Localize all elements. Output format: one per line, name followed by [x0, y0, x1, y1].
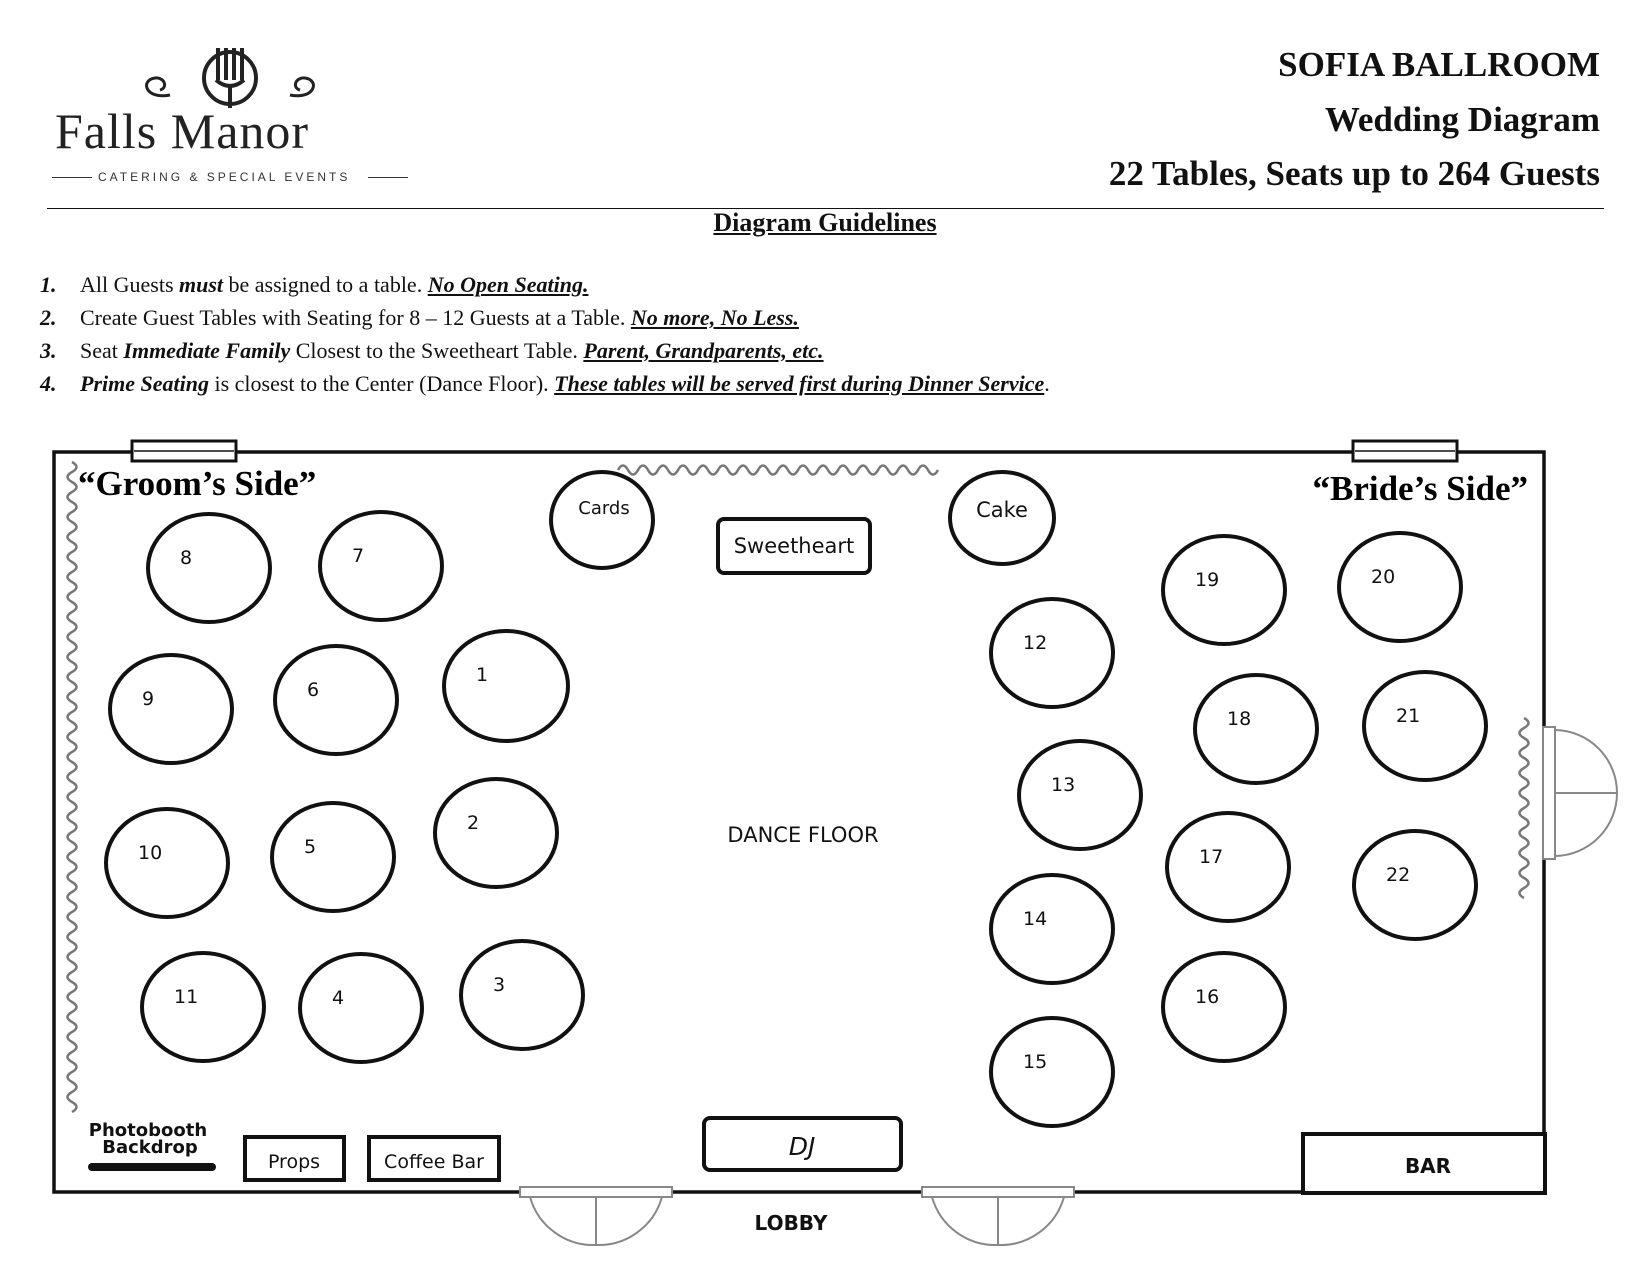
table-circle	[1339, 533, 1461, 641]
table-circle	[991, 599, 1113, 707]
bar	[1303, 1134, 1545, 1193]
guest-table-20	[1339, 533, 1461, 641]
table-circle	[444, 631, 568, 741]
drape-top	[618, 466, 938, 475]
guideline-item: 4. Prime Seating is closest to the Center (Dance Floor). These tables will be served first during Dinner Service.	[40, 371, 1050, 396]
guest-table-10	[106, 809, 228, 917]
table-circle	[110, 655, 232, 763]
venue-name: SOFIA BALLROOM	[1278, 45, 1600, 84]
guest-table-7	[320, 512, 442, 620]
window-top-left	[132, 441, 236, 461]
table-number: 17	[1199, 846, 1224, 868]
cards-table	[551, 472, 653, 568]
lobby-door-right	[922, 1187, 1074, 1245]
table-number: 7	[352, 545, 365, 567]
table-circle	[435, 779, 557, 887]
table-number: 14	[1023, 908, 1048, 930]
guest-table-1	[444, 631, 568, 741]
table-circle	[1354, 831, 1476, 939]
guest-table-8	[148, 514, 270, 622]
guest-table-13	[1019, 741, 1141, 849]
table-number: 4	[332, 987, 345, 1009]
capacity-summary: 22 Tables, Seats up to 264 Guests	[1108, 154, 1600, 193]
drape-left	[68, 462, 77, 1112]
window-top-right	[1353, 441, 1457, 461]
props-table	[245, 1137, 344, 1180]
table-circle	[106, 809, 228, 917]
table-number: 9	[142, 688, 155, 710]
svg-text:Sweetheart: Sweetheart	[733, 534, 855, 558]
lobby-door-left	[520, 1187, 672, 1245]
table-circle	[1019, 741, 1141, 849]
side-door	[1543, 727, 1617, 859]
table-circle	[300, 954, 422, 1062]
table-circle	[1167, 813, 1289, 921]
table-number: 19	[1195, 569, 1220, 591]
guest-table-2	[435, 779, 557, 887]
table-circle	[991, 875, 1113, 983]
guest-table-18	[1195, 675, 1317, 783]
document-title: Wedding Diagram	[1324, 100, 1600, 139]
guest-table-12	[991, 599, 1113, 707]
guest-table-22	[1354, 831, 1476, 939]
guest-table-16	[1163, 953, 1285, 1061]
svg-text:Coffee Bar: Coffee Bar	[384, 1151, 484, 1173]
guest-table-4	[300, 954, 422, 1062]
table-circle	[1195, 675, 1317, 783]
table-number: 12	[1023, 632, 1048, 654]
table-circle	[1163, 953, 1285, 1061]
table-number: 2	[467, 812, 480, 834]
table-circle	[148, 514, 270, 622]
table-number: 18	[1227, 708, 1252, 730]
svg-text:DJ: DJ	[788, 1132, 816, 1161]
svg-text:Cards: Cards	[578, 498, 630, 519]
table-number: 20	[1371, 566, 1396, 588]
guest-table-15	[991, 1018, 1113, 1126]
svg-text:Backdrop: Backdrop	[102, 1137, 198, 1158]
table-circle	[272, 803, 394, 911]
table-number: 22	[1386, 864, 1411, 886]
table-number: 11	[174, 986, 199, 1008]
groom-side-label: “Groom’s Side”	[78, 464, 317, 503]
guest-table-14	[991, 875, 1113, 983]
guidelines-title: Diagram Guidelines	[713, 208, 937, 237]
table-number: 8	[180, 547, 193, 569]
table-number: 21	[1396, 705, 1421, 727]
guest-tables	[106, 512, 1486, 1126]
guideline-item: 2. Create Guest Tables with Seating for 8 – 12 Guests at a Table. No more, No Less.	[40, 305, 799, 330]
guest-table-17	[1167, 813, 1289, 921]
guest-table-3	[461, 941, 583, 1049]
table-number: 5	[304, 836, 317, 858]
svg-text:Photobooth: Photobooth	[88, 1120, 208, 1141]
guest-table-11	[142, 953, 264, 1061]
sweetheart-table	[718, 519, 870, 573]
guest-table-19	[1163, 536, 1285, 644]
cake-table	[950, 472, 1054, 564]
svg-text:Cake: Cake	[976, 498, 1028, 522]
table-number: 13	[1051, 774, 1076, 796]
guest-table-6	[275, 646, 397, 754]
guest-table-21	[1364, 672, 1486, 780]
table-number: 3	[493, 974, 506, 996]
photobooth-backdrop	[89, 1120, 212, 1167]
guest-table-9	[110, 655, 232, 763]
guest-table-5	[272, 803, 394, 911]
table-number: 6	[307, 679, 320, 701]
logo-tagline: CATERING & SPECIAL EVENTS	[98, 170, 351, 184]
drape-right	[1520, 718, 1529, 898]
table-number: 16	[1195, 986, 1220, 1008]
dj-booth	[704, 1118, 901, 1170]
logo-name: Falls Manor	[55, 103, 310, 159]
table-number: 10	[138, 842, 163, 864]
coffee-bar	[369, 1137, 499, 1180]
table-circle	[275, 646, 397, 754]
guideline-item: 1. All Guests must be assigned to a table. No Open Seating.	[40, 272, 589, 297]
svg-text:BAR: BAR	[1404, 1154, 1452, 1178]
table-circle	[991, 1018, 1113, 1126]
svg-text:Props: Props	[267, 1151, 321, 1173]
table-circle	[1364, 672, 1486, 780]
table-circle	[320, 512, 442, 620]
table-number: 15	[1023, 1051, 1048, 1073]
table-circle	[461, 941, 583, 1049]
guideline-item: 3. Seat Immediate Family Closest to the Sweetheart Table. Parent, Grandparents, etc.	[40, 338, 824, 363]
table-circle	[1163, 536, 1285, 644]
table-number: 1	[476, 664, 489, 686]
table-circle	[142, 953, 264, 1061]
lobby-label: LOBBY	[754, 1211, 828, 1235]
dance-floor-label: DANCE FLOOR	[727, 823, 879, 847]
bride-side-label: “Bride’s Side”	[1312, 469, 1528, 508]
